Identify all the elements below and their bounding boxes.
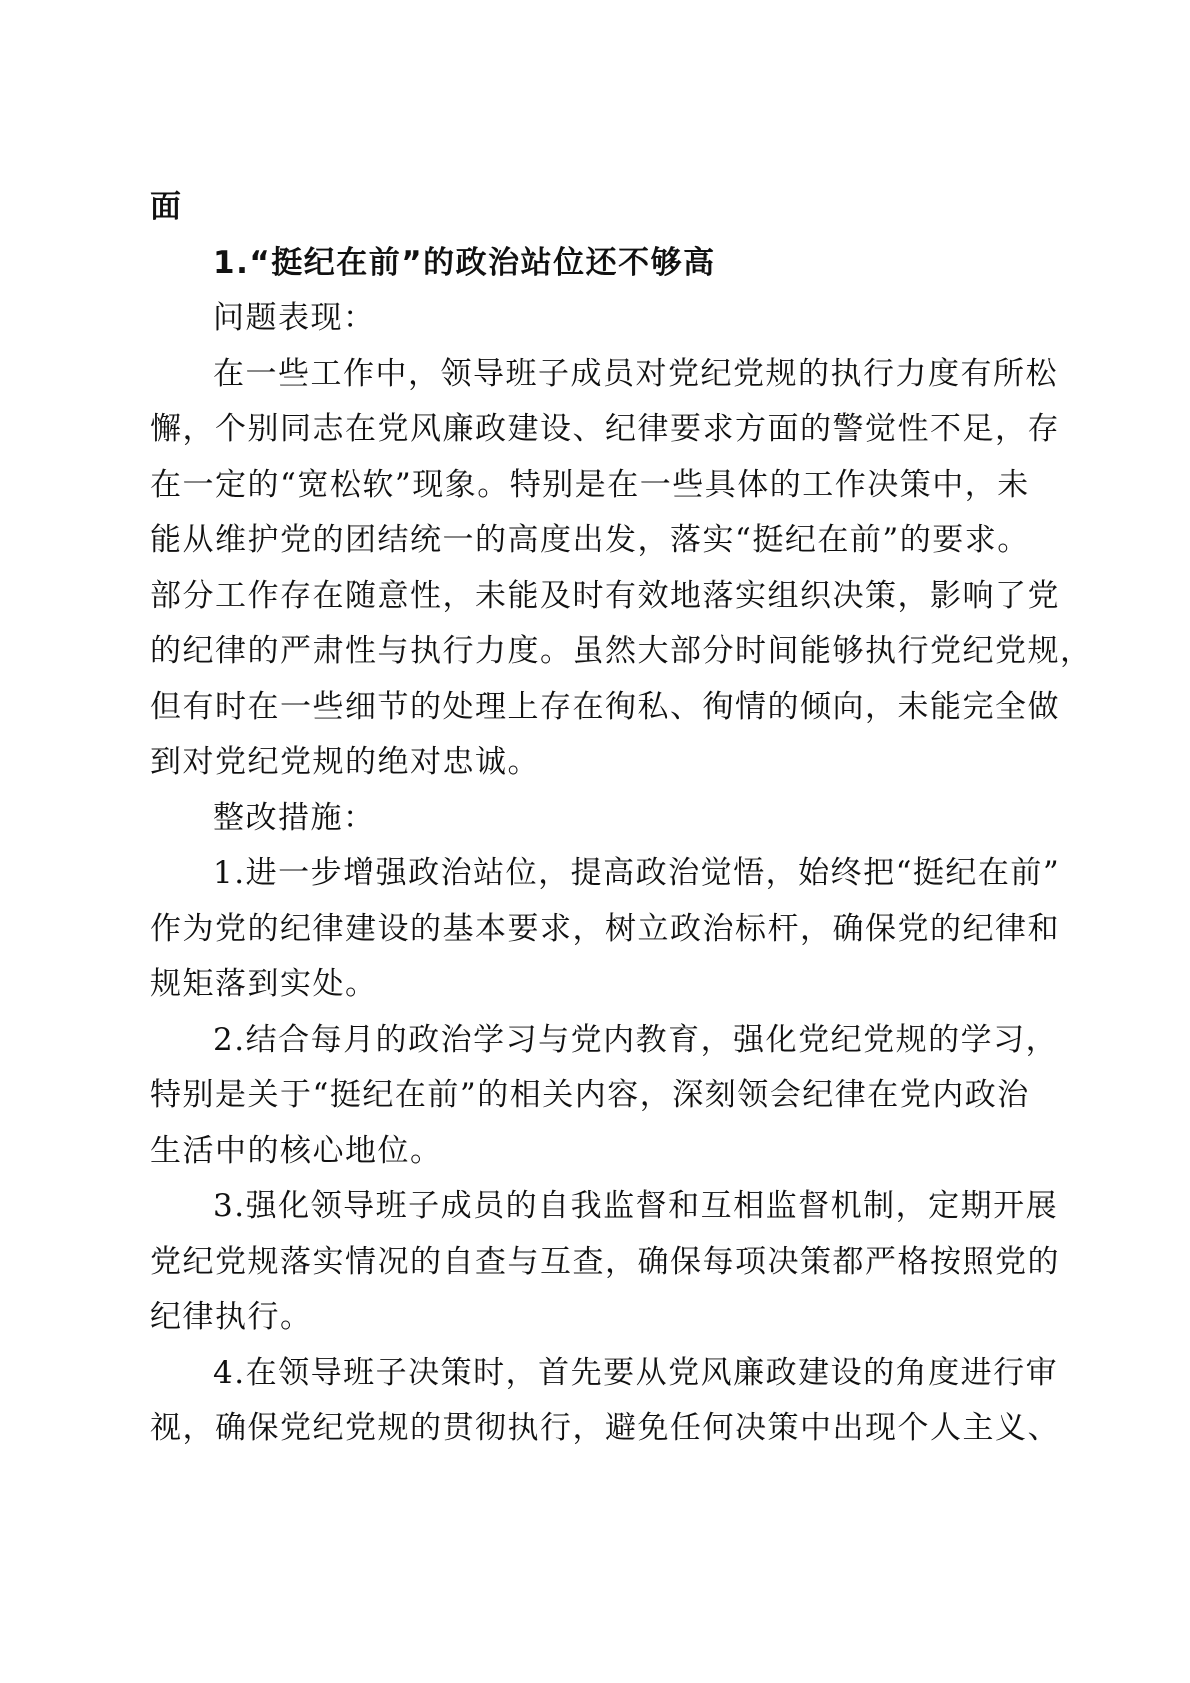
measure-item-2: 2.结合每月的政治学习与党内教育，强化党纪党规的学习， (213, 1021, 1059, 1058)
problem-label: 问题表现： (213, 300, 376, 336)
measures-label: 整改措施： (213, 799, 376, 836)
document-page (150, 180, 1093, 1457)
measure-item-1-continuation: 作为党的纪律建设的基本要求，树立政治标杆，确保党的纪律和 (150, 910, 1060, 947)
measure-item-1: 1.进一步增强政治站位，提高政治觉悟，始终把“挺纪在前” (213, 855, 1061, 891)
section-title-continuation: 面 (150, 189, 183, 225)
measure-item-2-continuation: 特别是关于“挺纪在前”的相关内容，深刻领会纪律在党内政治 (150, 1077, 1030, 1113)
paragraph-line: 的纪律的严肃性与执行力度。虽然大部分时间能够执行党纪党规， (150, 633, 1093, 669)
paragraph-line: 在一定的“宽松软”现象。特别是在一些具体的工作决策中，未 (150, 466, 1030, 503)
measure-item-3: 3.强化领导班子成员的自我监督和互相监督机制，定期开展 (213, 1188, 1059, 1224)
paragraph-line: 懈，个别同志在党风廉政建设、纪律要求方面的警觉性不足，存 (150, 411, 1060, 447)
paragraph-line: 在一些工作中，领导班子成员对党纪党规的执行力度有所松 (213, 355, 1058, 392)
measure-item-3-continuation: 纪律执行。 (150, 1299, 313, 1335)
paragraph-line: 能从维护党的团结统一的高度出发，落实“挺纪在前”的要求。 (150, 522, 1030, 558)
measure-item-4-continuation: 视，确保党纪党规的贯彻执行，避免任何决策中出现个人主义、 (150, 1410, 1060, 1446)
paragraph-line: 到对党纪党规的绝对忠诚。 (150, 744, 540, 780)
paragraph-line: 但有时在一些细节的处理上存在徇私、徇情的倾向，未能完全做 (150, 688, 1060, 725)
measure-item-2-continuation: 生活中的核心地位。 (150, 1132, 443, 1169)
measure-item-4: 4.在领导班子决策时，首先要从党风廉政建设的角度进行审 (213, 1354, 1059, 1391)
measure-item-1-continuation: 规矩落到实处。 (150, 966, 378, 1002)
paragraph-line: 部分工作存在随意性，未能及时有效地落实组织决策，影响了党 (150, 577, 1060, 614)
measure-item-3-continuation: 党纪党规落实情况的自查与互查，确保每项决策都严格按照党的 (150, 1243, 1060, 1280)
subsection-title: 1.“挺纪在前”的政治站位还不够高 (213, 244, 716, 281)
